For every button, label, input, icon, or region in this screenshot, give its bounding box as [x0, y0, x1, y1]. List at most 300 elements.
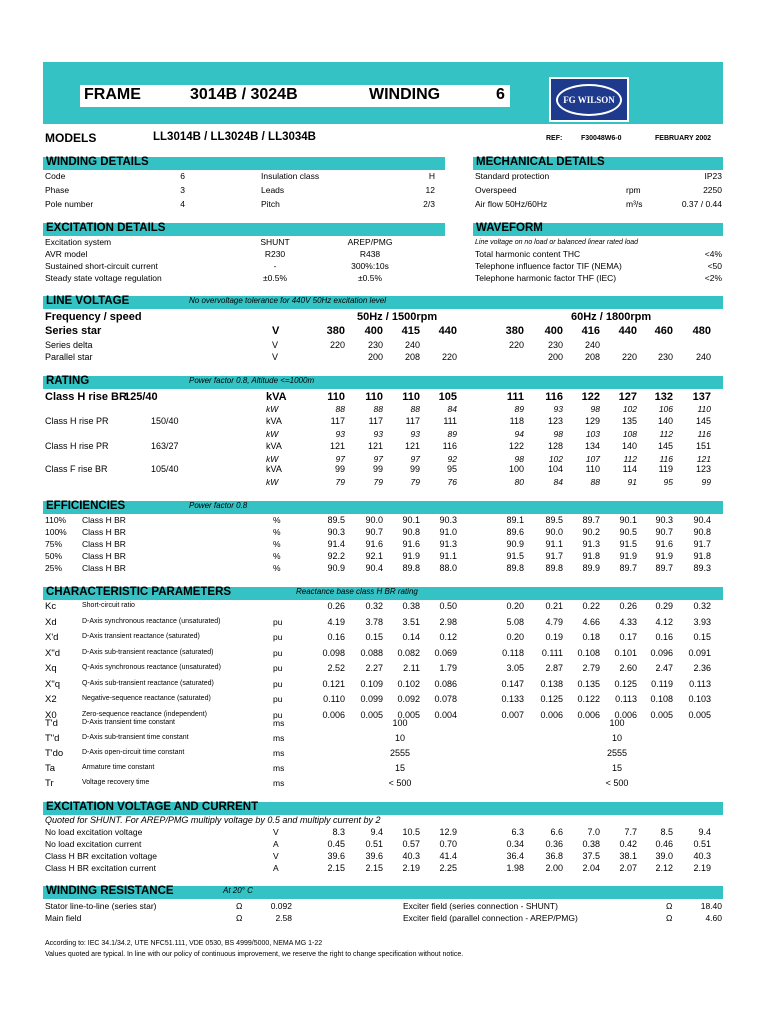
- lv-value-7: 440: [618, 325, 637, 337]
- wd-value2: 2/3: [423, 199, 435, 209]
- lv-value-2: 415: [401, 325, 420, 337]
- evc-value-6: 37.5: [582, 851, 600, 861]
- cp-value-3: 1.79: [439, 663, 457, 673]
- eff-value-4: 89.6: [506, 527, 524, 537]
- eff-value-2: 89.8: [402, 563, 420, 573]
- wf-value: <50: [707, 261, 722, 271]
- rating-kw-8: 116: [659, 454, 673, 464]
- cp-value-7: 2.60: [619, 663, 637, 673]
- line-voltage-note: No overvoltage tolerance for 440V 50Hz excitation level: [189, 296, 386, 305]
- rating-kw-1: 93: [373, 429, 383, 439]
- cp-time-unit: ms: [273, 733, 285, 743]
- eff-load: 75%: [45, 539, 63, 549]
- rating-kva-2: 117: [405, 416, 420, 426]
- rating-kva-2: 99: [409, 464, 420, 474]
- wf-label: Telephone harmonic factor THF (IEC): [475, 273, 617, 283]
- rating-kw-8: 112: [659, 429, 673, 439]
- cp-value-7: 0.26: [619, 601, 637, 611]
- evc-value-3: 0.70: [439, 839, 457, 849]
- cp-time-label: D-Axis sub-transient time constant: [82, 734, 189, 741]
- ed-shunt: -: [273, 261, 277, 271]
- cp-time-symbol: T"d: [45, 733, 60, 744]
- freq-50: 50Hz / 1500rpm: [357, 311, 438, 323]
- rating-kw-0: 79: [335, 477, 345, 487]
- md-value: IP23: [704, 171, 722, 181]
- cp-value-2: 0.005: [397, 709, 420, 720]
- cp-label: Q-Axis sub-transient reactance (saturated): [82, 679, 214, 687]
- excitation-vc-title: EXCITATION VOLTAGE AND CURRENT: [46, 801, 259, 813]
- eff-value-9: 91.7: [693, 539, 711, 549]
- cp-value-3: 0.50: [439, 601, 457, 611]
- models-value: LL3014B / LL3024B / LL3034B: [153, 131, 316, 143]
- ed-arep: 300%:10s: [351, 261, 389, 271]
- wd-value2: H: [428, 171, 435, 181]
- cp-value-0: 0.110: [323, 694, 345, 704]
- eff-value-2: 91.6: [402, 539, 420, 549]
- cp-value-9: 0.15: [693, 632, 711, 642]
- evc-unit: V: [273, 851, 279, 861]
- eff-value-5: 90.0: [545, 527, 563, 537]
- cp-value-4: 0.20: [506, 601, 524, 611]
- eff-value-8: 89.7: [655, 563, 673, 573]
- cp-symbol: X"d: [45, 647, 60, 659]
- cp-value-9: 0.32: [693, 601, 711, 611]
- line-voltage-title: LINE VOLTAGE: [46, 295, 130, 307]
- cp-time-50: 2555: [389, 748, 411, 758]
- md-unit: rpm: [626, 185, 641, 195]
- wd-value: 4: [180, 199, 185, 209]
- evc-value-5: 2.00: [545, 863, 563, 873]
- ed-label: AVR model: [45, 249, 88, 259]
- lv-label: Parallel star: [45, 352, 93, 362]
- ed-arep: AREP/PMG: [347, 237, 393, 247]
- lv-value-9: 480: [692, 325, 711, 337]
- rating-kva-0: 110: [327, 391, 345, 403]
- wr-value2: 4.60: [705, 913, 722, 923]
- rating-unit-kva: kVA: [266, 441, 282, 451]
- rating-kva-7: 127: [618, 391, 637, 403]
- rating-kva-7: 135: [621, 416, 637, 426]
- frame-label: FRAME: [84, 86, 141, 103]
- cp-time-60: < 500: [605, 778, 629, 788]
- wf-label: Telephone influence factor TIF (NEMA): [475, 261, 622, 271]
- cp-value-9: 2.36: [693, 663, 711, 673]
- eff-class: Class H BR: [82, 527, 126, 537]
- cp-value-9: 0.103: [688, 694, 711, 704]
- cp-value-2: 0.38: [402, 601, 420, 611]
- cp-value-6: 0.108: [577, 647, 600, 658]
- cp-value-5: 4.79: [545, 616, 563, 627]
- rating-kva-8: 140: [657, 416, 673, 426]
- md-unit: m³/s: [626, 199, 643, 209]
- wd-value2: 12: [425, 185, 435, 195]
- wr-label2: Exciter field (series connection - SHUNT): [403, 901, 558, 911]
- cp-value-1: 0.005: [360, 709, 383, 720]
- eff-value-5: 89.8: [545, 563, 563, 573]
- cp-value-5: 0.19: [545, 632, 563, 642]
- eff-unit: %: [273, 539, 281, 549]
- rating-kw-4: 98: [514, 454, 524, 464]
- rating-kw-3: 84: [447, 404, 457, 414]
- rating-kva-0: 121: [329, 441, 345, 451]
- eff-value-6: 89.9: [582, 563, 600, 573]
- cp-value-4: 0.133: [501, 694, 524, 704]
- wd-value: 6: [180, 171, 185, 181]
- evc-value-9: 0.51: [693, 839, 711, 849]
- footer-standards: According to: IEC 34.1/34.2, UTE NFC51.111, VDE 0530, BS 4999/5000, NEMA MG 1-22: [45, 940, 323, 947]
- eff-value-9: 91.8: [693, 551, 711, 561]
- lv-unit: V: [272, 325, 280, 337]
- eff-value-3: 91.1: [439, 551, 457, 561]
- evc-value-2: 40.3: [402, 851, 420, 861]
- rating-kva-4: 100: [508, 464, 524, 474]
- rating-kw-4: 80: [514, 477, 524, 487]
- evc-label: No load excitation current: [45, 839, 142, 849]
- cp-value-0: 4.19: [327, 616, 345, 627]
- eff-value-6: 89.7: [582, 515, 600, 525]
- eff-value-4: 91.5: [506, 551, 524, 561]
- cp-value-8: 0.16: [655, 632, 673, 642]
- winding-details-title: WINDING DETAILS: [46, 156, 149, 168]
- eff-value-1: 90.7: [365, 527, 383, 537]
- rating-rise: 163/27: [151, 441, 179, 451]
- cp-value-0: 0.006: [322, 709, 345, 720]
- cp-value-7: 0.17: [619, 632, 637, 642]
- cp-value-8: 2.47: [655, 663, 673, 673]
- cp-value-9: 0.113: [689, 678, 711, 689]
- eff-class: Class H BR: [82, 563, 126, 573]
- footer-disclaimer: Values quoted are typical. In line with our policy of continuous improvement, we reserve the right to change specification without notice.: [45, 951, 464, 958]
- evc-value-6: 0.38: [582, 839, 600, 849]
- rating-kw-9: 116: [697, 429, 711, 439]
- cp-time-symbol: T'do: [45, 748, 64, 759]
- lv-value-2: 208: [404, 352, 420, 362]
- cp-value-6: 2.79: [582, 663, 600, 673]
- eff-value-3: 91.0: [439, 527, 457, 537]
- cp-value-9: 0.091: [688, 647, 711, 658]
- cp-value-6: 0.006: [577, 709, 600, 720]
- cp-value-0: 0.098: [322, 647, 345, 658]
- cp-symbol: X"q: [45, 678, 60, 690]
- rating-kw-1: 88: [373, 404, 383, 414]
- rating-rise: 150/40: [151, 416, 179, 426]
- cp-unit: pu: [273, 647, 283, 658]
- rating-kw-4: 89: [514, 404, 524, 414]
- cp-value-4: 0.118: [502, 647, 524, 658]
- lv-value-6: 208: [584, 352, 600, 362]
- excitation-vc-header: [43, 802, 723, 815]
- mechanical-details-header: [473, 157, 723, 170]
- eff-value-7: 91.9: [619, 551, 637, 561]
- eff-value-1: 90.0: [365, 515, 383, 525]
- eff-value-0: 91.4: [327, 539, 345, 549]
- rating-kw-4: 94: [514, 429, 524, 439]
- eff-value-1: 91.6: [365, 539, 383, 549]
- lv-value-0: 380: [326, 325, 345, 337]
- ed-label: Steady state voltage regulation: [45, 273, 162, 283]
- md-value: 2250: [703, 185, 722, 195]
- date: FEBRUARY 2002: [655, 135, 712, 142]
- rating-header: [43, 376, 723, 389]
- frame-value: 3014B / 3024B: [190, 86, 298, 103]
- cp-value-3: 0.004: [434, 709, 457, 720]
- cp-value-3: 0.069: [434, 647, 457, 658]
- cp-value-2: 0.082: [397, 647, 420, 658]
- eff-value-5: 91.1: [545, 539, 563, 549]
- wr-unit2: Ω: [666, 901, 673, 911]
- cp-value-7: 0.101: [614, 647, 637, 658]
- cp-unit: pu: [273, 632, 283, 642]
- lv-unit: V: [272, 352, 279, 362]
- lv-value-9: 240: [695, 352, 711, 362]
- evc-value-2: 0.57: [402, 839, 420, 849]
- evc-value-1: 0.51: [365, 839, 383, 849]
- rating-label: Class F rise BR: [45, 464, 108, 474]
- cp-time-50: 100: [392, 718, 408, 728]
- wd-label: Code: [45, 171, 66, 181]
- eff-value-8: 90.3: [655, 515, 673, 525]
- eff-value-1: 92.1: [365, 551, 383, 561]
- characteristic-header: [43, 587, 723, 600]
- rating-kw-2: 88: [410, 404, 420, 414]
- lv-label: Series delta: [45, 340, 93, 350]
- cp-value-6: 0.135: [577, 678, 600, 689]
- eff-value-7: 91.5: [619, 539, 637, 549]
- evc-value-1: 39.6: [365, 851, 383, 861]
- cp-time-60: 100: [609, 718, 625, 728]
- cp-symbol: X'd: [45, 632, 59, 643]
- cp-value-5: 0.111: [541, 647, 563, 658]
- cp-value-2: 0.092: [397, 694, 420, 704]
- eff-value-8: 90.7: [655, 527, 673, 537]
- cp-value-6: 4.66: [582, 616, 600, 627]
- lv-value-8: 460: [654, 325, 673, 337]
- cp-value-7: 0.113: [615, 694, 637, 704]
- rating-unit-kva: kVA: [266, 391, 287, 403]
- rating-kw-9: 110: [697, 404, 711, 414]
- cp-value-8: 0.29: [655, 601, 673, 611]
- lv-value-0: 220: [329, 340, 345, 350]
- lv-value-7: 220: [621, 352, 637, 362]
- evc-label: Class H BR excitation voltage: [45, 851, 157, 861]
- rating-kva-6: 110: [585, 464, 600, 474]
- cp-value-2: 2.11: [403, 663, 420, 673]
- freq-60: 60Hz / 1800rpm: [571, 311, 652, 323]
- cp-value-7: 4.33: [619, 616, 637, 627]
- cp-symbol: Xd: [45, 616, 57, 628]
- cp-value-5: 0.138: [540, 678, 563, 689]
- rating-kva-5: 123: [547, 416, 563, 426]
- rating-kw-5: 93: [553, 404, 563, 414]
- cp-value-3: 2.98: [439, 616, 457, 627]
- cp-time-60: 2555: [606, 748, 628, 758]
- cp-time-unit: ms: [273, 778, 285, 788]
- rating-unit-kva: kVA: [266, 416, 282, 426]
- wd-label2: Pitch: [261, 199, 280, 209]
- cp-label: Negative-sequence reactance (saturated): [82, 695, 211, 702]
- evc-value-9: 2.19: [693, 863, 711, 873]
- cp-time-label: Voltage recovery time: [82, 779, 150, 786]
- cp-value-6: 0.122: [577, 694, 600, 704]
- rating-kw-2: 97: [410, 454, 420, 464]
- eff-value-6: 90.2: [582, 527, 600, 537]
- rating-kva-3: 111: [443, 416, 457, 426]
- wr-unit: Ω: [236, 901, 243, 911]
- rating-kva-0: 117: [330, 416, 345, 426]
- cp-value-8: 0.005: [650, 709, 673, 720]
- rating-kva-9: 137: [692, 391, 711, 403]
- cp-label: D-Axis sub-transient reactance (saturated): [82, 648, 214, 656]
- eff-value-9: 89.3: [693, 563, 711, 573]
- cp-symbol: Xq: [45, 663, 57, 674]
- rating-kw-6: 103: [585, 429, 600, 439]
- ed-arep: ±0.5%: [357, 273, 383, 283]
- eff-value-0: 89.5: [327, 515, 345, 525]
- evc-value-4: 0.34: [506, 839, 524, 849]
- cp-value-1: 3.78: [365, 616, 383, 627]
- lv-value-5: 400: [544, 325, 563, 337]
- rating-kva-3: 116: [442, 441, 457, 451]
- rating-kw-6: 107: [585, 454, 600, 464]
- cp-unit: pu: [273, 709, 283, 720]
- cp-value-5: 0.21: [545, 601, 563, 611]
- evc-unit: V: [273, 827, 279, 837]
- evc-value-8: 0.46: [655, 839, 673, 849]
- cp-value-7: 0.125: [614, 678, 637, 689]
- eff-unit: %: [273, 551, 281, 561]
- evc-value-4: 1.98: [506, 863, 524, 873]
- wr-label2: Exciter field (parallel connection - AREP/PMG): [403, 913, 578, 923]
- eff-value-7: 90.5: [619, 527, 637, 537]
- rating-kva-9: 123: [695, 464, 711, 474]
- winding-resistance-note: At 20° C: [223, 886, 253, 895]
- eff-unit: %: [273, 515, 281, 525]
- lv-value-1: 230: [367, 340, 383, 350]
- cp-value-0: 0.26: [327, 601, 345, 611]
- rating-kva-6: 129: [584, 416, 600, 426]
- wr-label: Stator line-to-line (series star): [45, 901, 157, 911]
- evc-value-7: 2.07: [619, 863, 637, 873]
- cp-value-7: 0.006: [614, 709, 637, 720]
- mechanical-details-title: MECHANICAL DETAILS: [476, 156, 605, 168]
- cp-value-4: 0.20: [506, 632, 524, 642]
- cp-value-1: 0.32: [365, 601, 383, 611]
- lv-value-8: 230: [657, 352, 673, 362]
- rating-kw-1: 97: [373, 454, 383, 464]
- lv-value-6: 416: [581, 325, 600, 337]
- rating-kva-8: 145: [657, 441, 673, 451]
- ed-shunt: ±0.5%: [262, 273, 288, 283]
- rating-kw-0: 93: [335, 429, 345, 439]
- cp-value-5: 0.006: [540, 709, 563, 720]
- rating-kw-0: 88: [335, 404, 345, 414]
- rating-note: Power factor 0.8, Altitude <=1000m: [189, 376, 315, 385]
- rating-kw-3: 76: [447, 477, 457, 487]
- eff-value-5: 89.5: [545, 515, 563, 525]
- rating-kva-9: 151: [695, 441, 711, 451]
- freq-label: Frequency / speed: [45, 311, 142, 323]
- line-voltage-header: [43, 296, 723, 309]
- lv-label: Series star: [45, 325, 102, 337]
- evc-value-8: 8.5: [660, 827, 673, 837]
- eff-class: Class H BR: [82, 551, 126, 561]
- wd-label: Pole number: [45, 199, 94, 209]
- rating-kva-0: 99: [334, 464, 345, 474]
- ed-shunt: SHUNT: [260, 237, 290, 247]
- eff-value-2: 90.8: [402, 527, 420, 537]
- eff-value-3: 90.3: [439, 515, 457, 525]
- rating-kw-2: 93: [410, 429, 420, 439]
- rating-kw-0: 97: [335, 454, 345, 464]
- eff-value-9: 90.8: [693, 527, 711, 537]
- cp-time-label: D-Axis transient time constant: [82, 719, 175, 726]
- efficiencies-note: Power factor 0.8: [189, 501, 248, 510]
- rating-kw-6: 98: [590, 404, 600, 414]
- rating-kva-6: 134: [584, 441, 600, 451]
- ed-arep: R438: [359, 249, 381, 259]
- cp-value-8: 0.108: [650, 694, 673, 704]
- eff-value-0: 92.2: [327, 551, 345, 561]
- evc-value-7: 38.1: [619, 851, 637, 861]
- lv-value-3: 440: [438, 325, 457, 337]
- cp-unit: pu: [273, 678, 283, 689]
- rating-kva-8: 119: [658, 464, 673, 474]
- rating-kw-5: 98: [553, 429, 563, 439]
- cp-value-9: 3.93: [693, 616, 711, 627]
- evc-value-3: 2.25: [439, 863, 457, 873]
- rating-kw-7: 112: [623, 454, 637, 464]
- rating-kw-9: 99: [701, 477, 711, 487]
- eff-load: 50%: [45, 551, 63, 561]
- cp-value-2: 3.51: [402, 616, 420, 627]
- rating-label: Class H rise PR: [45, 416, 109, 426]
- wr-unit: Ω: [236, 913, 243, 923]
- rating-kva-2: 121: [404, 441, 420, 451]
- wr-unit2: Ω: [666, 913, 673, 923]
- rating-kva-2: 110: [402, 391, 420, 403]
- cp-time-60: 10: [611, 733, 622, 743]
- eff-load: 110%: [45, 515, 67, 525]
- cp-value-2: 0.102: [397, 678, 420, 689]
- cp-value-4: 5.08: [506, 616, 524, 627]
- evc-value-4: 6.3: [511, 827, 524, 837]
- rating-kva-4: 122: [508, 441, 524, 451]
- cp-value-6: 0.22: [582, 601, 600, 611]
- eff-value-0: 90.9: [327, 563, 345, 573]
- cp-value-4: 0.007: [501, 709, 524, 720]
- excitation-details-header: [43, 223, 445, 236]
- wf-value: <2%: [704, 273, 722, 283]
- cp-value-1: 0.099: [360, 694, 383, 704]
- cp-time-symbol: Tr: [45, 778, 54, 789]
- cp-symbol: X2: [45, 694, 57, 705]
- rating-unit-kva: kVA: [266, 464, 282, 474]
- cp-value-9: 0.005: [688, 709, 711, 720]
- fg-wilson-logo: [549, 77, 629, 122]
- evc-value-8: 39.0: [655, 851, 673, 861]
- md-label: Air flow 50Hz/60Hz: [475, 199, 548, 209]
- wd-value: 3: [180, 185, 185, 195]
- eff-value-5: 91.7: [545, 551, 563, 561]
- waveform-title: WAVEFORM: [476, 222, 543, 234]
- efficiencies-title: EFFICIENCIES: [46, 500, 126, 512]
- cp-label: Q-Axis synchronous reactance (unsaturated): [82, 664, 221, 671]
- eff-value-4: 90.9: [506, 539, 524, 549]
- evc-value-7: 7.7: [624, 827, 637, 837]
- cp-unit: pu: [273, 616, 283, 627]
- winding-resistance-header: [43, 886, 723, 899]
- rating-kva-4: 118: [509, 416, 524, 426]
